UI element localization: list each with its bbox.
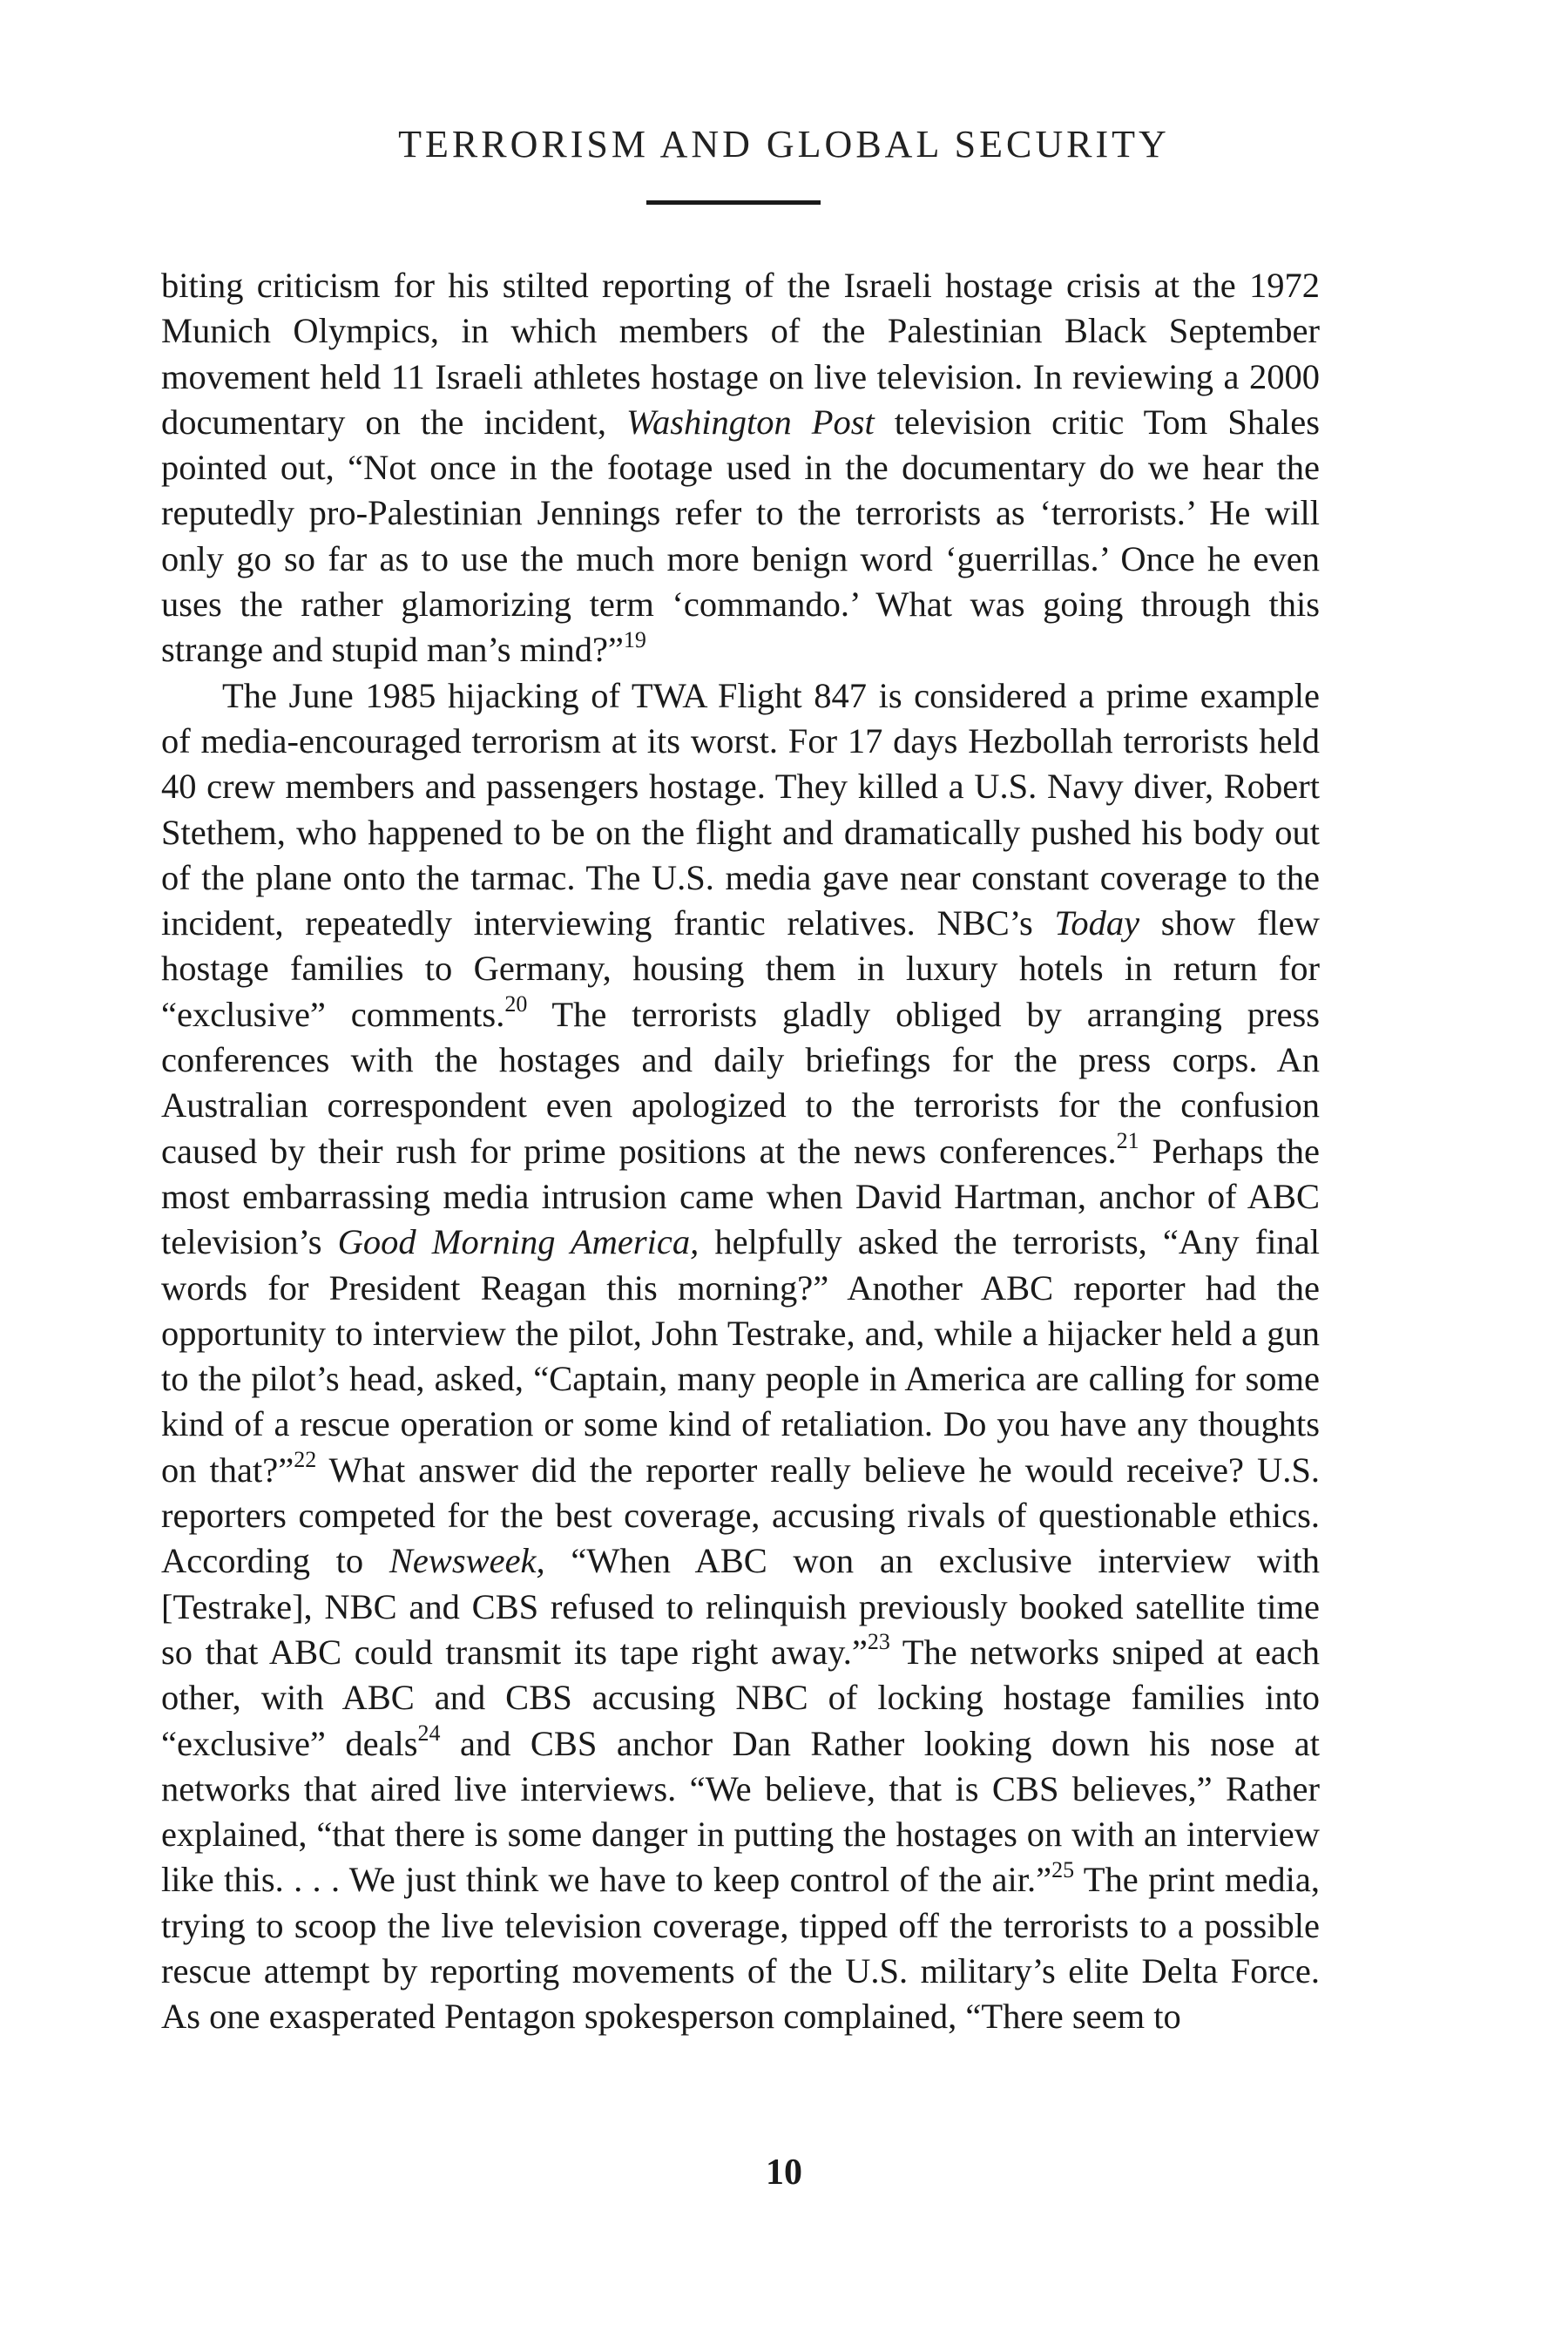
text-run: biting criticism for his stilted reporting of the Israeli hostage crisis at the 1972 Munich Olympics, in which members of the Palestinian Black September movement held 11 Israeli athletes hostage on live television. In reviewing a 2000 documentary on the incident, [161, 266, 1320, 442]
italic-title: Washington Post [625, 402, 875, 442]
text-run: “When ABC won an exclusive interview with [Testrake], NBC and CBS refused to relinquish previously booked satellite time so that ABC could transmit its tape right away.” [161, 1541, 1320, 1672]
running-head: TERRORISM AND GLOBAL SECURITY [398, 123, 1170, 166]
text-run: show flew hostage families to Germany, housing them in luxury hotels in return for “exclusive” comments. [161, 903, 1320, 1034]
text-run: television critic Tom Shales pointed out, “Not once in the footage used in the documentary do we hear the reputedly pro-Palestinian Jennings refer to the terrorists as ‘terrorists.’ He will only go so far as to use the much more benign word ‘guerrillas.’ Once he even uses the rather glamorizing term ‘commando.’ What was going through this strange and stupid man’s mind?” [161, 402, 1321, 670]
footnote-ref: 20 [504, 991, 528, 1017]
text-run: Perhaps the most embarrassing media intrusion came when David Hartman, anchor of ABC television’s [161, 1131, 1321, 1262]
italic-title: Today [1054, 903, 1140, 943]
text-run: and CBS anchor Dan Rather looking down his nose at networks that aired live interviews. “We believe, that is CBS believes,” Rather explained, “that there is some danger in putting the hostages on with an interview like this. . . . We just think we have to keep control of the air.” [161, 1723, 1321, 1900]
footnote-ref: 25 [1051, 1856, 1075, 1882]
text-run: The June 1985 hijacking of TWA Flight 847 is considered a prime example of media-encouraged terrorism at its worst. For 17 days Hezbollah terrorists held 40 crew members and passengers hostage. They killed a U.S. Navy diver, Robert Stethem, who happened to be on the flight and dramatically pushed his body out of the plane onto the tarmac. The U.S. media gave near constant coverage to the incident, repeatedly interviewing frantic relatives. NBC’s [161, 675, 1320, 943]
text-run: What answer did the reporter really believe he would receive? U.S. reporters competed for the best coverage, accusing rivals of questionable ethics. According to [161, 1450, 1320, 1581]
footnote-ref: 22 [294, 1447, 317, 1473]
page-number: 10 [766, 2153, 802, 2193]
paragraph-2 [161, 673, 1320, 2040]
text-run: helpfully asked the terrorists, “Any final words for President Reagan this morning?” Another ABC reporter had the opportunity to interview the pilot, John Testrake, and, while a hijacker held a gun to the pilot’s head, asked, “Captain, many people in America are calling for some kind of a rescue operation or some kind of retaliation. Do you have any thoughts on that?” [161, 1222, 1320, 1490]
footnote-ref: 23 [867, 1629, 890, 1655]
body-text [161, 263, 1320, 2040]
text-run: The networks sniped at each other, with ABC and CBS accusing NBC of locking hostage families into “exclusive” deals [161, 1632, 1321, 1763]
footnote-ref: 21 [1116, 1128, 1139, 1154]
footnote-ref: 24 [417, 1720, 441, 1746]
footnote-ref: 19 [623, 626, 646, 652]
text-run: The print media, trying to scoop the live television coverage, tipped off the terrorists to a possible rescue attempt by reporting movements of the U.S. military’s elite Delta Force. As one exasperated Pentagon spokesperson complained, “There seem to [161, 1860, 1320, 2037]
header-rule [646, 200, 821, 205]
text-run: The terrorists gladly obliged by arranging press conferences with the hostages and daily briefings for the press corps. An Australian correspondent even apologized to the terrorists for the confusion caused by their rush for prime positions at the news conferences. [161, 994, 1320, 1171]
italic-title: Good Morning America, [337, 1222, 700, 1262]
paragraph-1 [161, 263, 1320, 673]
italic-title: Newsweek, [389, 1541, 545, 1581]
